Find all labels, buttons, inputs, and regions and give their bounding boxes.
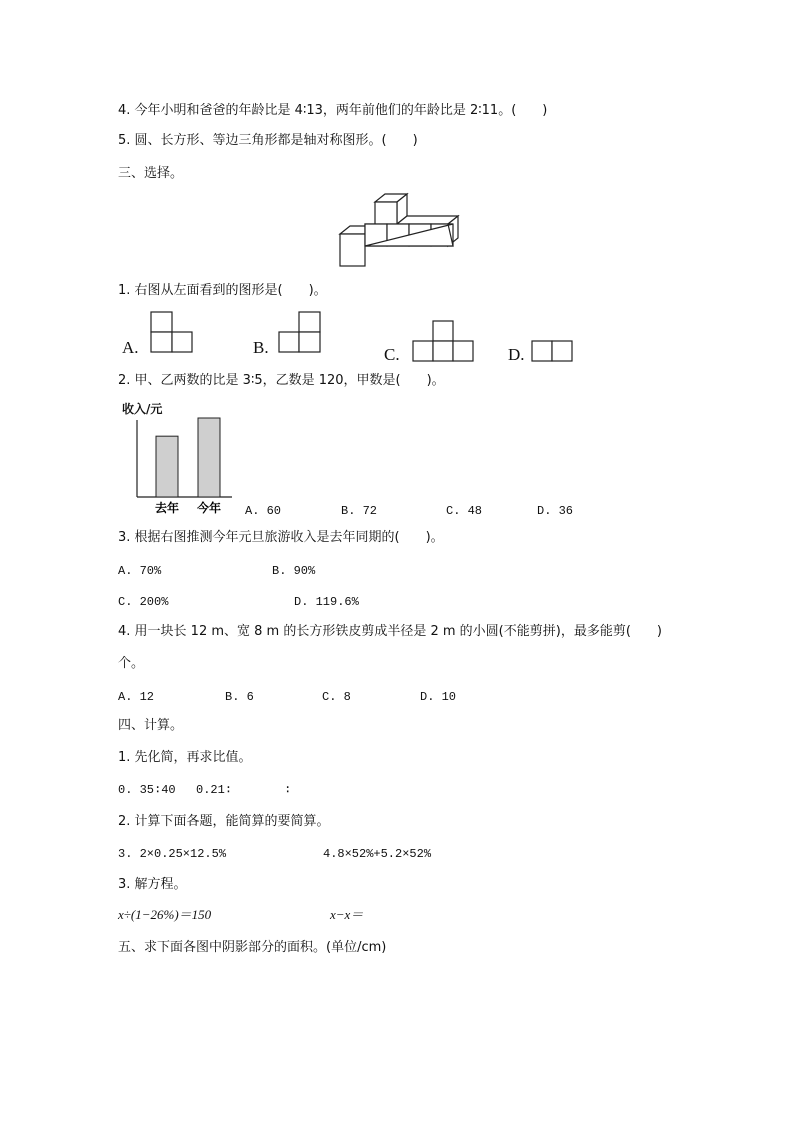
q4-2-text: 2. 计算下面各题，能简算的要简算。 — [118, 814, 330, 829]
q3-3-option-b[interactable]: B. 90% — [272, 564, 316, 578]
q4-3-expr-2: x−x＝ — [330, 907, 364, 922]
option-c-figure — [412, 320, 474, 362]
q3-3-text: 3. 根据右图推测今年元旦旅游收入是去年同期的( )。 — [118, 530, 444, 545]
q3-3-option-d[interactable]: D. 119.6% — [294, 595, 359, 609]
cube-figure — [330, 190, 470, 272]
q3-4-option-c[interactable]: C. 8 — [322, 690, 351, 704]
q4-1-text: 1. 先化简，再求比值。 — [118, 750, 252, 765]
q4-1-expr-3: ∶ — [284, 783, 292, 797]
q3-1-option-c[interactable]: C. — [384, 345, 400, 364]
income-bar-chart — [120, 410, 240, 520]
q3-1-option-d[interactable]: D. — [508, 345, 525, 364]
section4-title: 四、计算。 — [118, 718, 184, 733]
chart-ylabel: 收入/元 — [122, 402, 163, 416]
q3-2-option-c[interactable]: C. 48 — [446, 504, 483, 518]
option-b-figure — [278, 311, 322, 355]
bar-1 — [198, 418, 220, 497]
q3-2-option-a[interactable]: A. 60 — [245, 504, 282, 518]
section5-title: 五、求下面各图中阴影部分的面积。(单位/cm) — [118, 940, 387, 955]
x-tick-label-1: 今年 — [196, 501, 222, 515]
section3-title: 三、选择。 — [118, 166, 184, 181]
q3-2-option-d[interactable]: D. 36 — [537, 504, 574, 518]
q3-4-text: 4. 用一块长 12 m、宽 8 m 的长方形铁皮剪成半径是 2 m 的小圆(不能剪拼)，最多能剪( ) — [118, 624, 662, 639]
q4-3-expr-1: x÷(1−26%)＝150 — [118, 907, 212, 922]
x-tick-label-0: 去年 — [154, 501, 180, 515]
q3-3-option-a[interactable]: A. 70% — [118, 564, 162, 578]
bar-0 — [156, 436, 178, 497]
q3-3-option-c[interactable]: C. 200% — [118, 595, 169, 609]
q4-2-expr-1: 3. 2×0.25×12.5% — [118, 847, 227, 861]
q4-2-expr-2: 4.8×52%+5.2×52% — [323, 847, 432, 861]
judge-q4: 4. 今年小明和爸爸的年龄比是 4∶13，两年前他们的年龄比是 2∶11。( ) — [118, 103, 548, 118]
option-d-figure — [531, 340, 573, 362]
option-a-figure — [150, 311, 194, 355]
q4-1-expr-1: 0. 35∶40 — [118, 783, 176, 797]
q3-1-option-a[interactable]: A. — [122, 338, 139, 357]
q3-4-option-b[interactable]: B. 6 — [225, 690, 254, 704]
q3-4-option-d[interactable]: D. 10 — [420, 690, 457, 704]
q4-3-text: 3. 解方程。 — [118, 877, 187, 892]
judge-q5: 5. 圆、长方形、等边三角形都是轴对称图形。( ) — [118, 133, 418, 148]
q4-1-expr-2: 0.21∶ — [196, 783, 233, 797]
q3-4-option-a[interactable]: A. 12 — [118, 690, 155, 704]
q3-1-text: 1. 右图从左面看到的图形是( )。 — [118, 283, 327, 298]
q3-4-text-cont: 个。 — [118, 656, 145, 671]
q3-2-text: 2. 甲、乙两数的比是 3∶5，乙数是 120，甲数是( )。 — [118, 373, 445, 388]
q3-1-option-b[interactable]: B. — [253, 338, 269, 357]
q3-2-option-b[interactable]: B. 72 — [341, 504, 378, 518]
